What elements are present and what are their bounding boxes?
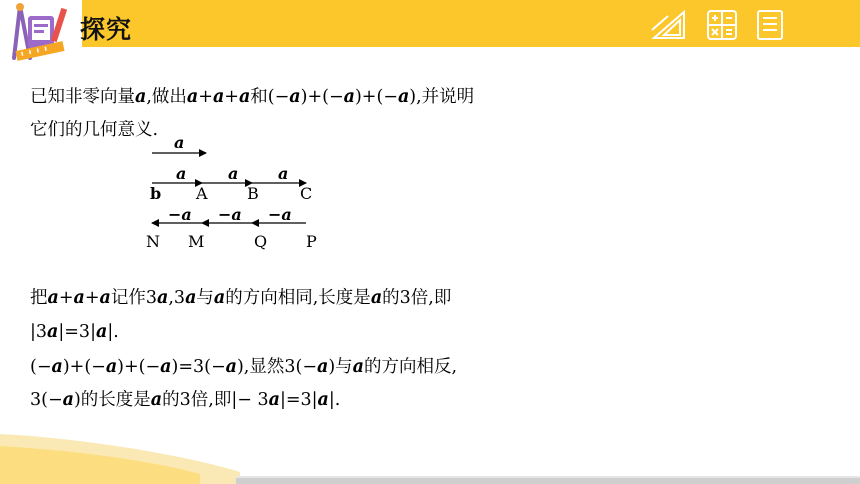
point-label: b <box>150 184 162 203</box>
answer-text: )与 <box>328 357 353 377</box>
answer-line-1 <box>30 287 451 309</box>
vector-a: a <box>157 288 169 308</box>
vector-a: a <box>289 87 301 107</box>
vector-a: a <box>62 390 74 410</box>
answer-text: |=3| <box>58 322 96 342</box>
vector-a: a <box>105 357 118 377</box>
vector-a: a <box>47 288 59 308</box>
vector-a: a <box>317 390 329 410</box>
vector-a: a <box>213 288 226 308</box>
problem-text: + <box>224 87 239 107</box>
answer-text: 的方向相反, <box>364 357 458 377</box>
answer-text: ,3 <box>168 288 186 308</box>
problem-line-1 <box>30 86 474 108</box>
answer-text: )=3(− <box>171 357 226 377</box>
answer-text: (− <box>30 357 52 377</box>
point-label: B <box>247 184 259 203</box>
vector-a: a <box>238 87 251 107</box>
page-title: 探究 <box>80 15 133 44</box>
answer-line-3 <box>30 356 457 378</box>
answer-text: |. <box>107 322 119 342</box>
problem-text: )+(− <box>354 87 398 107</box>
vector-a: a <box>135 87 147 107</box>
answer-text: |=3| <box>279 390 318 410</box>
vector-a: a <box>370 288 383 308</box>
answer-text: 3(− <box>30 390 63 410</box>
answer-text: )+(− <box>117 357 161 377</box>
vector-a: a <box>316 357 329 377</box>
vector-a: a <box>160 357 172 377</box>
row2-vector-label: −a <box>218 205 242 224</box>
point-label: M <box>188 232 205 251</box>
vector-a: a <box>51 357 63 377</box>
row1-vector-label: a <box>228 164 239 183</box>
point-label: A <box>196 184 208 203</box>
vector-a: a <box>99 288 111 308</box>
vector-a: a <box>150 390 163 410</box>
calculator-icon <box>708 11 736 39</box>
vector-a: a <box>225 357 237 377</box>
answer-line-4 <box>30 389 340 411</box>
vector-a: a <box>186 87 199 107</box>
problem-text: 和(− <box>250 87 290 107</box>
answer-text: 的3倍,即|− 3 <box>162 390 269 410</box>
answer-text: + <box>84 288 100 308</box>
answer-text: 的3倍,即 <box>382 288 452 308</box>
point-label: P <box>306 232 317 251</box>
answer-text: ),显然3(− <box>236 357 317 377</box>
row2-vector-label: −a <box>268 205 292 224</box>
vector-a: a <box>268 390 280 410</box>
problem-text: ),并说明 <box>409 87 475 107</box>
teacher-tools-logo-icon <box>8 2 70 62</box>
problem-text: )+(− <box>300 87 344 107</box>
row1-vector-label: a <box>278 164 289 183</box>
answer-text: )+(− <box>62 357 106 377</box>
answer-text: 与 <box>196 288 214 308</box>
geometry-tools-icon <box>652 12 684 38</box>
answer-text: )的长度是 <box>73 390 151 410</box>
problem-line-2: 它们的几何意义. <box>30 120 159 140</box>
vector-a: a <box>47 322 59 342</box>
answer-text: 记作3 <box>110 288 158 308</box>
vector-a: a <box>352 357 364 377</box>
notebook-icon <box>758 11 782 39</box>
answer-text: 的方向相同,长度是 <box>225 288 371 308</box>
problem-text: + <box>198 87 213 107</box>
answer-line-2 <box>30 321 119 343</box>
footer-decoration <box>0 424 860 484</box>
top-vector-label: a <box>174 133 185 152</box>
vector-a: a <box>212 87 225 107</box>
answer-text: + <box>58 288 74 308</box>
vector-diagram <box>140 130 340 255</box>
answer-text: |. <box>328 390 341 410</box>
point-label: Q <box>254 232 268 251</box>
row1-vector-label: a <box>176 164 187 183</box>
answer-text: 把 <box>30 288 48 308</box>
problem-text: ,做出 <box>146 87 187 107</box>
point-label: N <box>146 232 160 251</box>
vector-a: a <box>185 288 197 308</box>
point-label: C <box>300 184 313 203</box>
answer-text: |3 <box>30 322 48 342</box>
problem-text: 已知非零向量 <box>30 87 135 107</box>
row2-vector-label: −a <box>168 205 192 224</box>
vector-a: a <box>343 87 355 107</box>
vector-a: a <box>397 87 410 107</box>
header-decoration <box>650 8 790 42</box>
vector-a: a <box>95 322 108 342</box>
vector-a: a <box>73 288 85 308</box>
